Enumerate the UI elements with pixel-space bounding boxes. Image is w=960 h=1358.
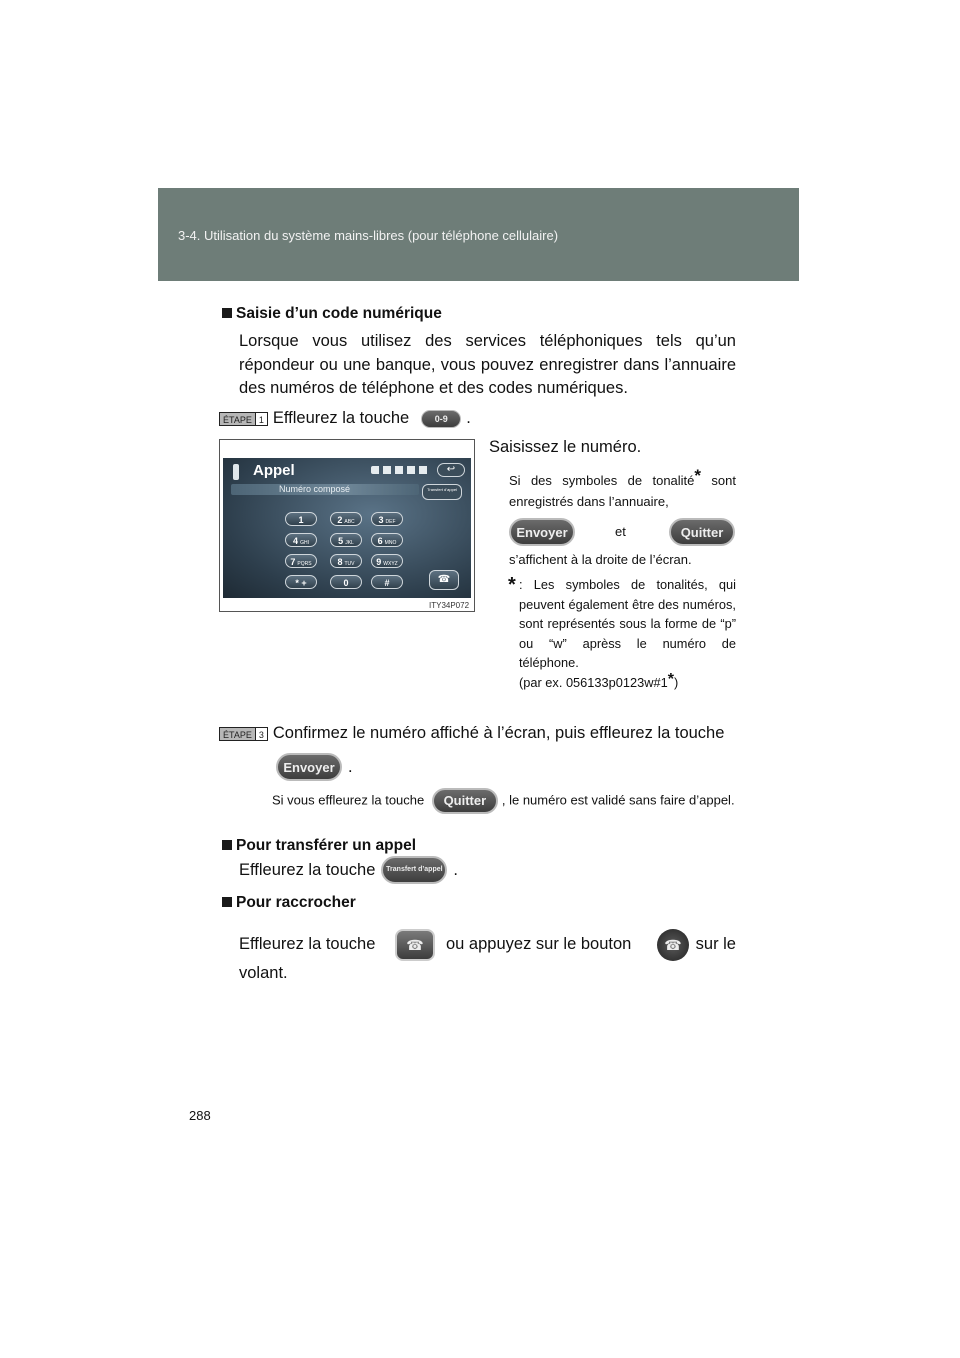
- keypad-key[interactable]: 4 GHI: [285, 533, 317, 547]
- step-3-send: [276, 753, 353, 781]
- footnote-example-end: ): [673, 674, 679, 690]
- screen-title: Appel: [253, 462, 295, 479]
- instruction-text: Effleurez la touche: [239, 935, 376, 953]
- phone-icon: [233, 464, 239, 480]
- step-2-text: Saisissez le numéro.: [489, 438, 642, 456]
- bullet-square-icon: [222, 897, 232, 907]
- step-3-note: [272, 788, 736, 814]
- step-3: [219, 724, 724, 743]
- steering-wheel-hang-up-icon: ☎: [657, 929, 689, 961]
- note-text: Si vous effleurez la touche: [272, 792, 425, 808]
- keypad-key[interactable]: 0: [330, 575, 362, 589]
- keypad-key[interactable]: * +: [285, 575, 317, 589]
- footnote-example: (par ex. 056133p0123w#1: [519, 674, 668, 690]
- note-text: , le numéro est validé sans faire d’appel.: [501, 792, 735, 808]
- keypad-key[interactable]: 1: [285, 512, 317, 526]
- note-text: sont enregistrés dans l’annuaire,: [509, 473, 736, 509]
- step-2-note: [509, 466, 736, 512]
- bullet-square-icon: [222, 840, 232, 850]
- and-word: et: [615, 524, 626, 539]
- note-text: Si des symboles de tonalité: [509, 473, 695, 488]
- transfer-instruction: [239, 856, 458, 884]
- keypad-key[interactable]: 2 ABC: [330, 512, 362, 526]
- section-title-text: Saisie d’un code numérique: [236, 305, 442, 322]
- step-badge: ÉTAPE 3: [219, 727, 268, 741]
- step-1: [219, 409, 471, 428]
- section-header: 3-4. Utilisation du système mains-libres (pour téléphone cellulaire): [178, 228, 559, 243]
- hang-up-instruction: [239, 929, 736, 961]
- digits-button[interactable]: 0-9: [421, 410, 461, 428]
- instruction-text: Effleurez la touche: [239, 860, 376, 879]
- send-button[interactable]: Envoyer: [509, 518, 575, 546]
- section-paragraph: Lorsque vous utilisez des services téléphoniques tels qu’un répondeur ou une banque, vous pouvez enregistrer dans l’annuaire des numéros de téléphone et des codes numériques.: [239, 332, 736, 397]
- screen-subtitle: Numéro composé: [279, 484, 351, 494]
- keypad-key[interactable]: 5 JKL: [330, 533, 362, 547]
- figure-caption: ITY34P072: [429, 601, 470, 610]
- send-button[interactable]: Envoyer: [276, 753, 342, 781]
- section-title-numeric-code: [222, 305, 442, 323]
- step-text: Effleurez la touche: [272, 409, 410, 427]
- keypad-key[interactable]: #: [371, 575, 403, 589]
- footnote-star: *: [508, 574, 516, 596]
- quit-button[interactable]: Quitter: [669, 518, 735, 546]
- keypad-key[interactable]: 8 TUV: [330, 554, 362, 568]
- footnote: [519, 575, 736, 693]
- hang-up-screen-button[interactable]: ☎: [429, 570, 459, 590]
- keypad-key[interactable]: 3 DEF: [371, 512, 403, 526]
- hang-up-button[interactable]: ☎: [395, 929, 435, 961]
- hang-up-instruction-end: volant.: [239, 964, 288, 982]
- section-title-text: Pour transférer un appel: [236, 837, 417, 854]
- asterisk: *: [694, 466, 702, 485]
- bullet-square-icon: [222, 308, 232, 318]
- back-icon[interactable]: ↩: [437, 463, 465, 477]
- transfer-call-button[interactable]: Transfert d’appel: [381, 856, 447, 884]
- page-number: 288: [189, 1108, 211, 1123]
- asterisk: *: [667, 670, 674, 688]
- step-text: Confirmez le numéro affiché à l’écran, puis effleurez la touche: [272, 724, 725, 742]
- section-title-hang-up: [222, 894, 356, 912]
- status-icons: [371, 466, 431, 474]
- quit-button[interactable]: Quitter: [432, 788, 498, 814]
- keypad-key[interactable]: 6 MNO: [371, 533, 403, 547]
- period: .: [348, 757, 353, 776]
- step-badge: ÉTAPE 1: [219, 412, 268, 426]
- screen-illustration: [223, 458, 471, 598]
- period: .: [453, 860, 458, 879]
- keypad-key[interactable]: 9 WXYZ: [371, 554, 403, 568]
- step-2-buttons-row: [509, 518, 736, 548]
- section-title-transfer: [222, 837, 416, 855]
- step-2-note-end: s’affichent à la droite de l’écran.: [509, 552, 692, 567]
- period: .: [466, 409, 471, 427]
- instruction-text: ou appuyez sur le bouton: [446, 935, 632, 953]
- section-title-text: Pour raccrocher: [236, 894, 356, 911]
- transfer-call-screen-button[interactable]: Transfert d’appel: [422, 484, 462, 500]
- instruction-text: sur le: [695, 935, 736, 953]
- keypad-key[interactable]: 7 PQRS: [285, 554, 317, 568]
- footnote-text: : Les symboles de tonalités, qui peuvent également être des numéros, sont représentés sous la forme de “p” ou “w” aprèss le numéro de téléphone.: [519, 577, 736, 671]
